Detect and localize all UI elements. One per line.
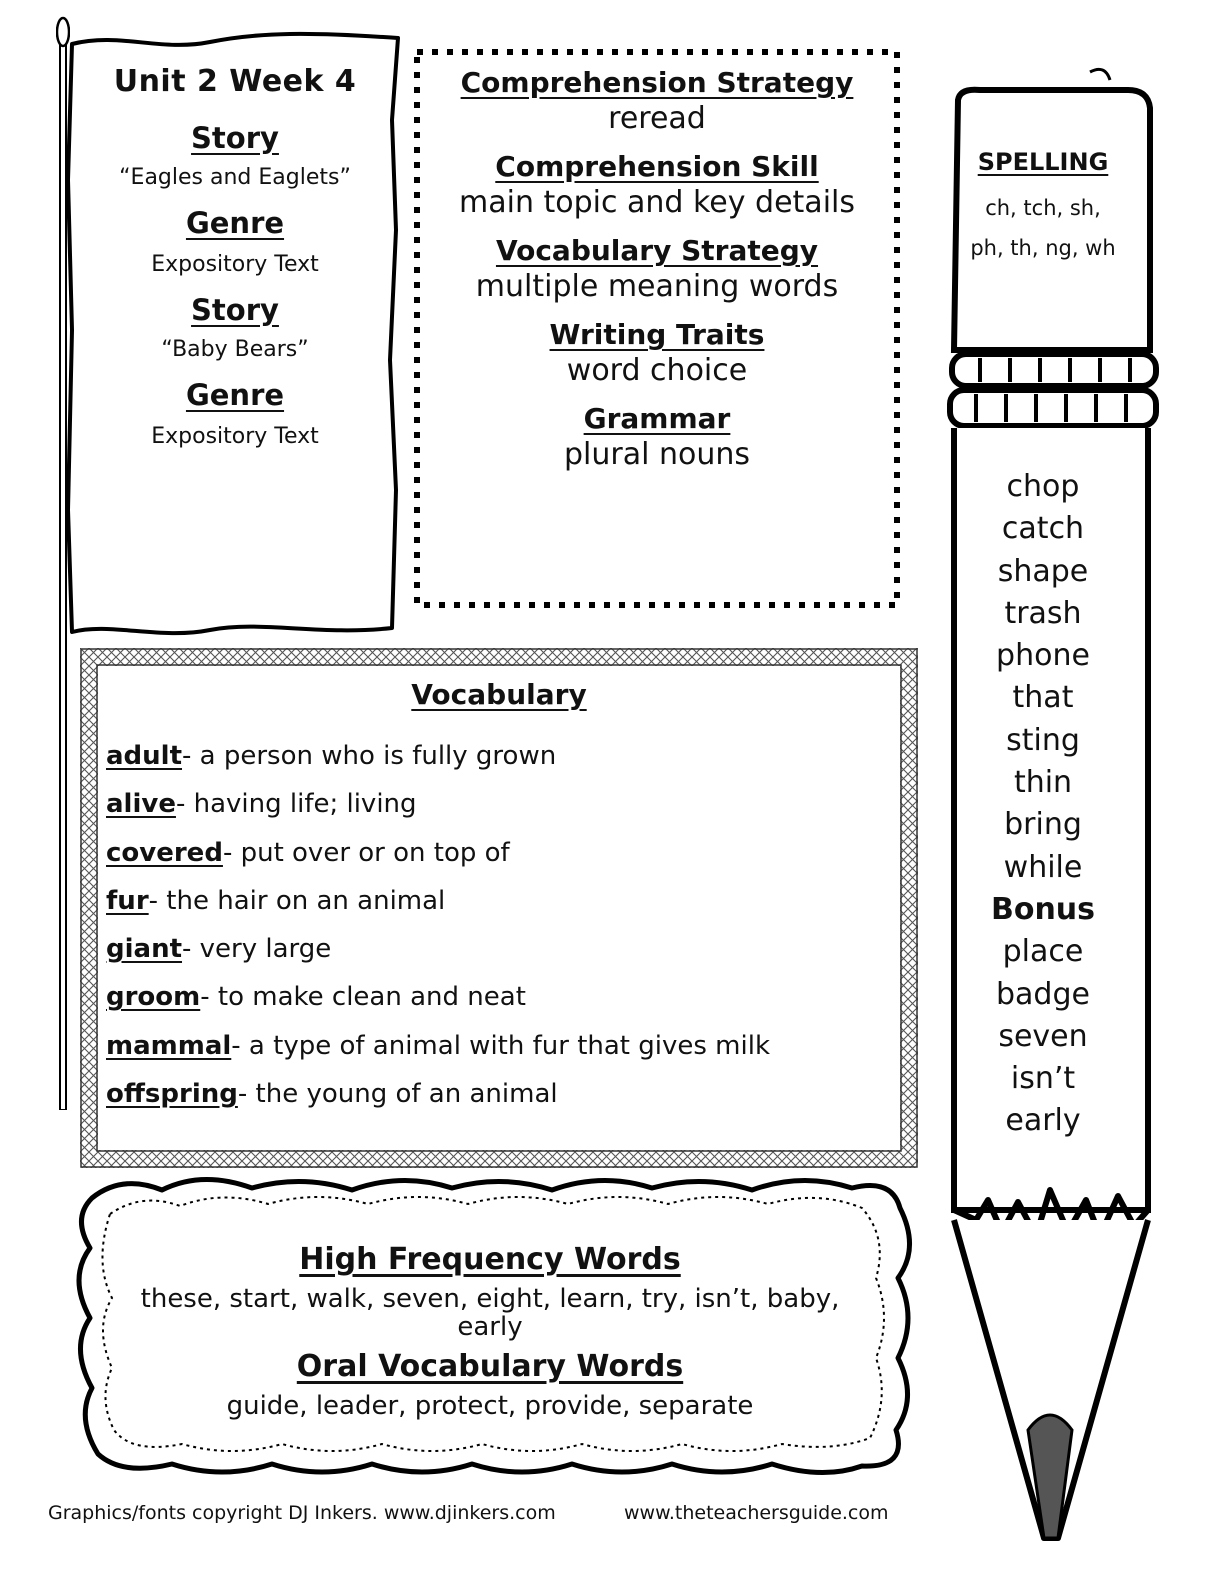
spelling-word: shape bbox=[997, 553, 1089, 589]
high-frequency-words-line1: these, start, walk, seven, eight, learn, try, isn’t, baby, bbox=[140, 1284, 840, 1314]
spelling-word: bring bbox=[1004, 807, 1082, 843]
story-heading-2: Story bbox=[191, 293, 279, 327]
vocabulary-list bbox=[106, 738, 770, 1124]
vocabulary-word: giant bbox=[106, 934, 183, 965]
vocabulary-word: adult bbox=[106, 741, 183, 771]
vocabulary-item bbox=[106, 1028, 770, 1076]
spelling-word: trash bbox=[1004, 595, 1082, 631]
vocabulary-word: covered bbox=[106, 837, 223, 868]
genre-heading-2: Genre bbox=[185, 378, 285, 412]
vocabulary-item bbox=[106, 883, 770, 931]
bonus-word: early bbox=[1005, 1103, 1081, 1139]
vocabulary-word: fur bbox=[106, 885, 149, 916]
spelling-word: sting bbox=[1006, 722, 1080, 758]
high-frequency-words-line2: early bbox=[457, 1312, 523, 1342]
spelling-word: catch bbox=[1001, 511, 1085, 547]
writing-traits-heading: Writing Traits bbox=[549, 318, 765, 351]
bonus-word: isn’t bbox=[1010, 1061, 1076, 1097]
comprehension-strategy-heading: Comprehension Strategy bbox=[460, 66, 854, 99]
vocabulary-panel bbox=[86, 654, 912, 1162]
spelling-word: chop bbox=[1006, 469, 1080, 504]
vocabulary-item bbox=[106, 979, 770, 1027]
vocabulary-definition: - a type of animal with fur that gives milk bbox=[231, 1030, 771, 1061]
vocabulary-definition: - to make clean and neat bbox=[200, 982, 526, 1013]
genre-heading-1: Genre bbox=[185, 206, 285, 240]
spelling-word: phone bbox=[996, 638, 1090, 674]
spelling-word: while bbox=[1003, 849, 1083, 885]
spelling-patterns-line2: ph, th, ng, wh bbox=[970, 236, 1116, 260]
vocabulary-definition: - having life; living bbox=[175, 789, 417, 820]
spelling-word-list bbox=[950, 466, 1136, 1143]
bonus-word: seven bbox=[998, 1018, 1088, 1054]
vocabulary-definition: - the young of an animal bbox=[237, 1079, 558, 1110]
story-heading-1: Story bbox=[191, 121, 279, 155]
vocabulary-item bbox=[106, 786, 770, 834]
writing-traits-text: word choice bbox=[566, 353, 748, 388]
unit-week-title: Unit 2 Week 4 bbox=[113, 64, 357, 99]
grammar-text: plural nouns bbox=[563, 437, 750, 472]
oral-vocabulary-title: Oral Vocabulary Words bbox=[296, 1349, 684, 1384]
vocabulary-strategy-text: multiple meaning words bbox=[475, 269, 839, 304]
vocabulary-word: groom bbox=[106, 982, 201, 1013]
vocabulary-definition: - put over or on top of bbox=[222, 837, 510, 868]
flag-panel bbox=[70, 36, 400, 636]
vocabulary-definition: - a person who is fully grown bbox=[182, 741, 557, 771]
vocabulary-item bbox=[106, 738, 770, 786]
vocabulary-definition: - the hair on an animal bbox=[148, 885, 446, 916]
words-panel bbox=[62, 1172, 918, 1478]
comprehension-skill-text: main topic and key details bbox=[459, 185, 855, 220]
spelling-header bbox=[950, 148, 1136, 268]
bonus-label: Bonus bbox=[990, 891, 1096, 927]
grammar-heading: Grammar bbox=[583, 402, 731, 435]
spelling-word: thin bbox=[1013, 765, 1073, 801]
comprehension-strategy-text: reread bbox=[608, 101, 706, 136]
story-title-2: “Baby Bears” bbox=[161, 337, 309, 362]
bonus-word: badge bbox=[996, 976, 1090, 1012]
vocabulary-item bbox=[106, 1076, 770, 1124]
genre-text-1: Expository Text bbox=[151, 252, 319, 277]
footer-copyright: Graphics/fonts copyright DJ Inkers. www.djinkers.com bbox=[48, 1502, 556, 1524]
oral-vocabulary-words: guide, leader, protect, provide, separate bbox=[226, 1391, 754, 1421]
story-title-1: “Eagles and Eaglets” bbox=[119, 165, 351, 190]
spelling-word: that bbox=[1012, 680, 1074, 716]
skills-panel bbox=[417, 52, 897, 605]
vocabulary-word: alive bbox=[106, 789, 176, 820]
vocabulary-strategy-heading: Vocabulary Strategy bbox=[495, 234, 819, 267]
spelling-patterns-line1: ch, tch, sh, bbox=[985, 196, 1101, 220]
genre-text-2: Expository Text bbox=[151, 424, 319, 449]
vocabulary-definition: - very large bbox=[182, 934, 332, 965]
comprehension-skill-heading: Comprehension Skill bbox=[495, 150, 819, 183]
vocabulary-item bbox=[106, 835, 770, 883]
vocabulary-title: Vocabulary bbox=[411, 678, 587, 711]
vocabulary-item bbox=[106, 931, 770, 979]
footer-website: www.theteachersguide.com bbox=[624, 1502, 889, 1524]
spelling-title: SPELLING bbox=[977, 148, 1109, 176]
high-frequency-title: High Frequency Words bbox=[299, 1242, 681, 1277]
bonus-word: place bbox=[1002, 934, 1084, 970]
vocabulary-word: mammal bbox=[106, 1030, 232, 1061]
vocabulary-word: offspring bbox=[106, 1079, 238, 1110]
